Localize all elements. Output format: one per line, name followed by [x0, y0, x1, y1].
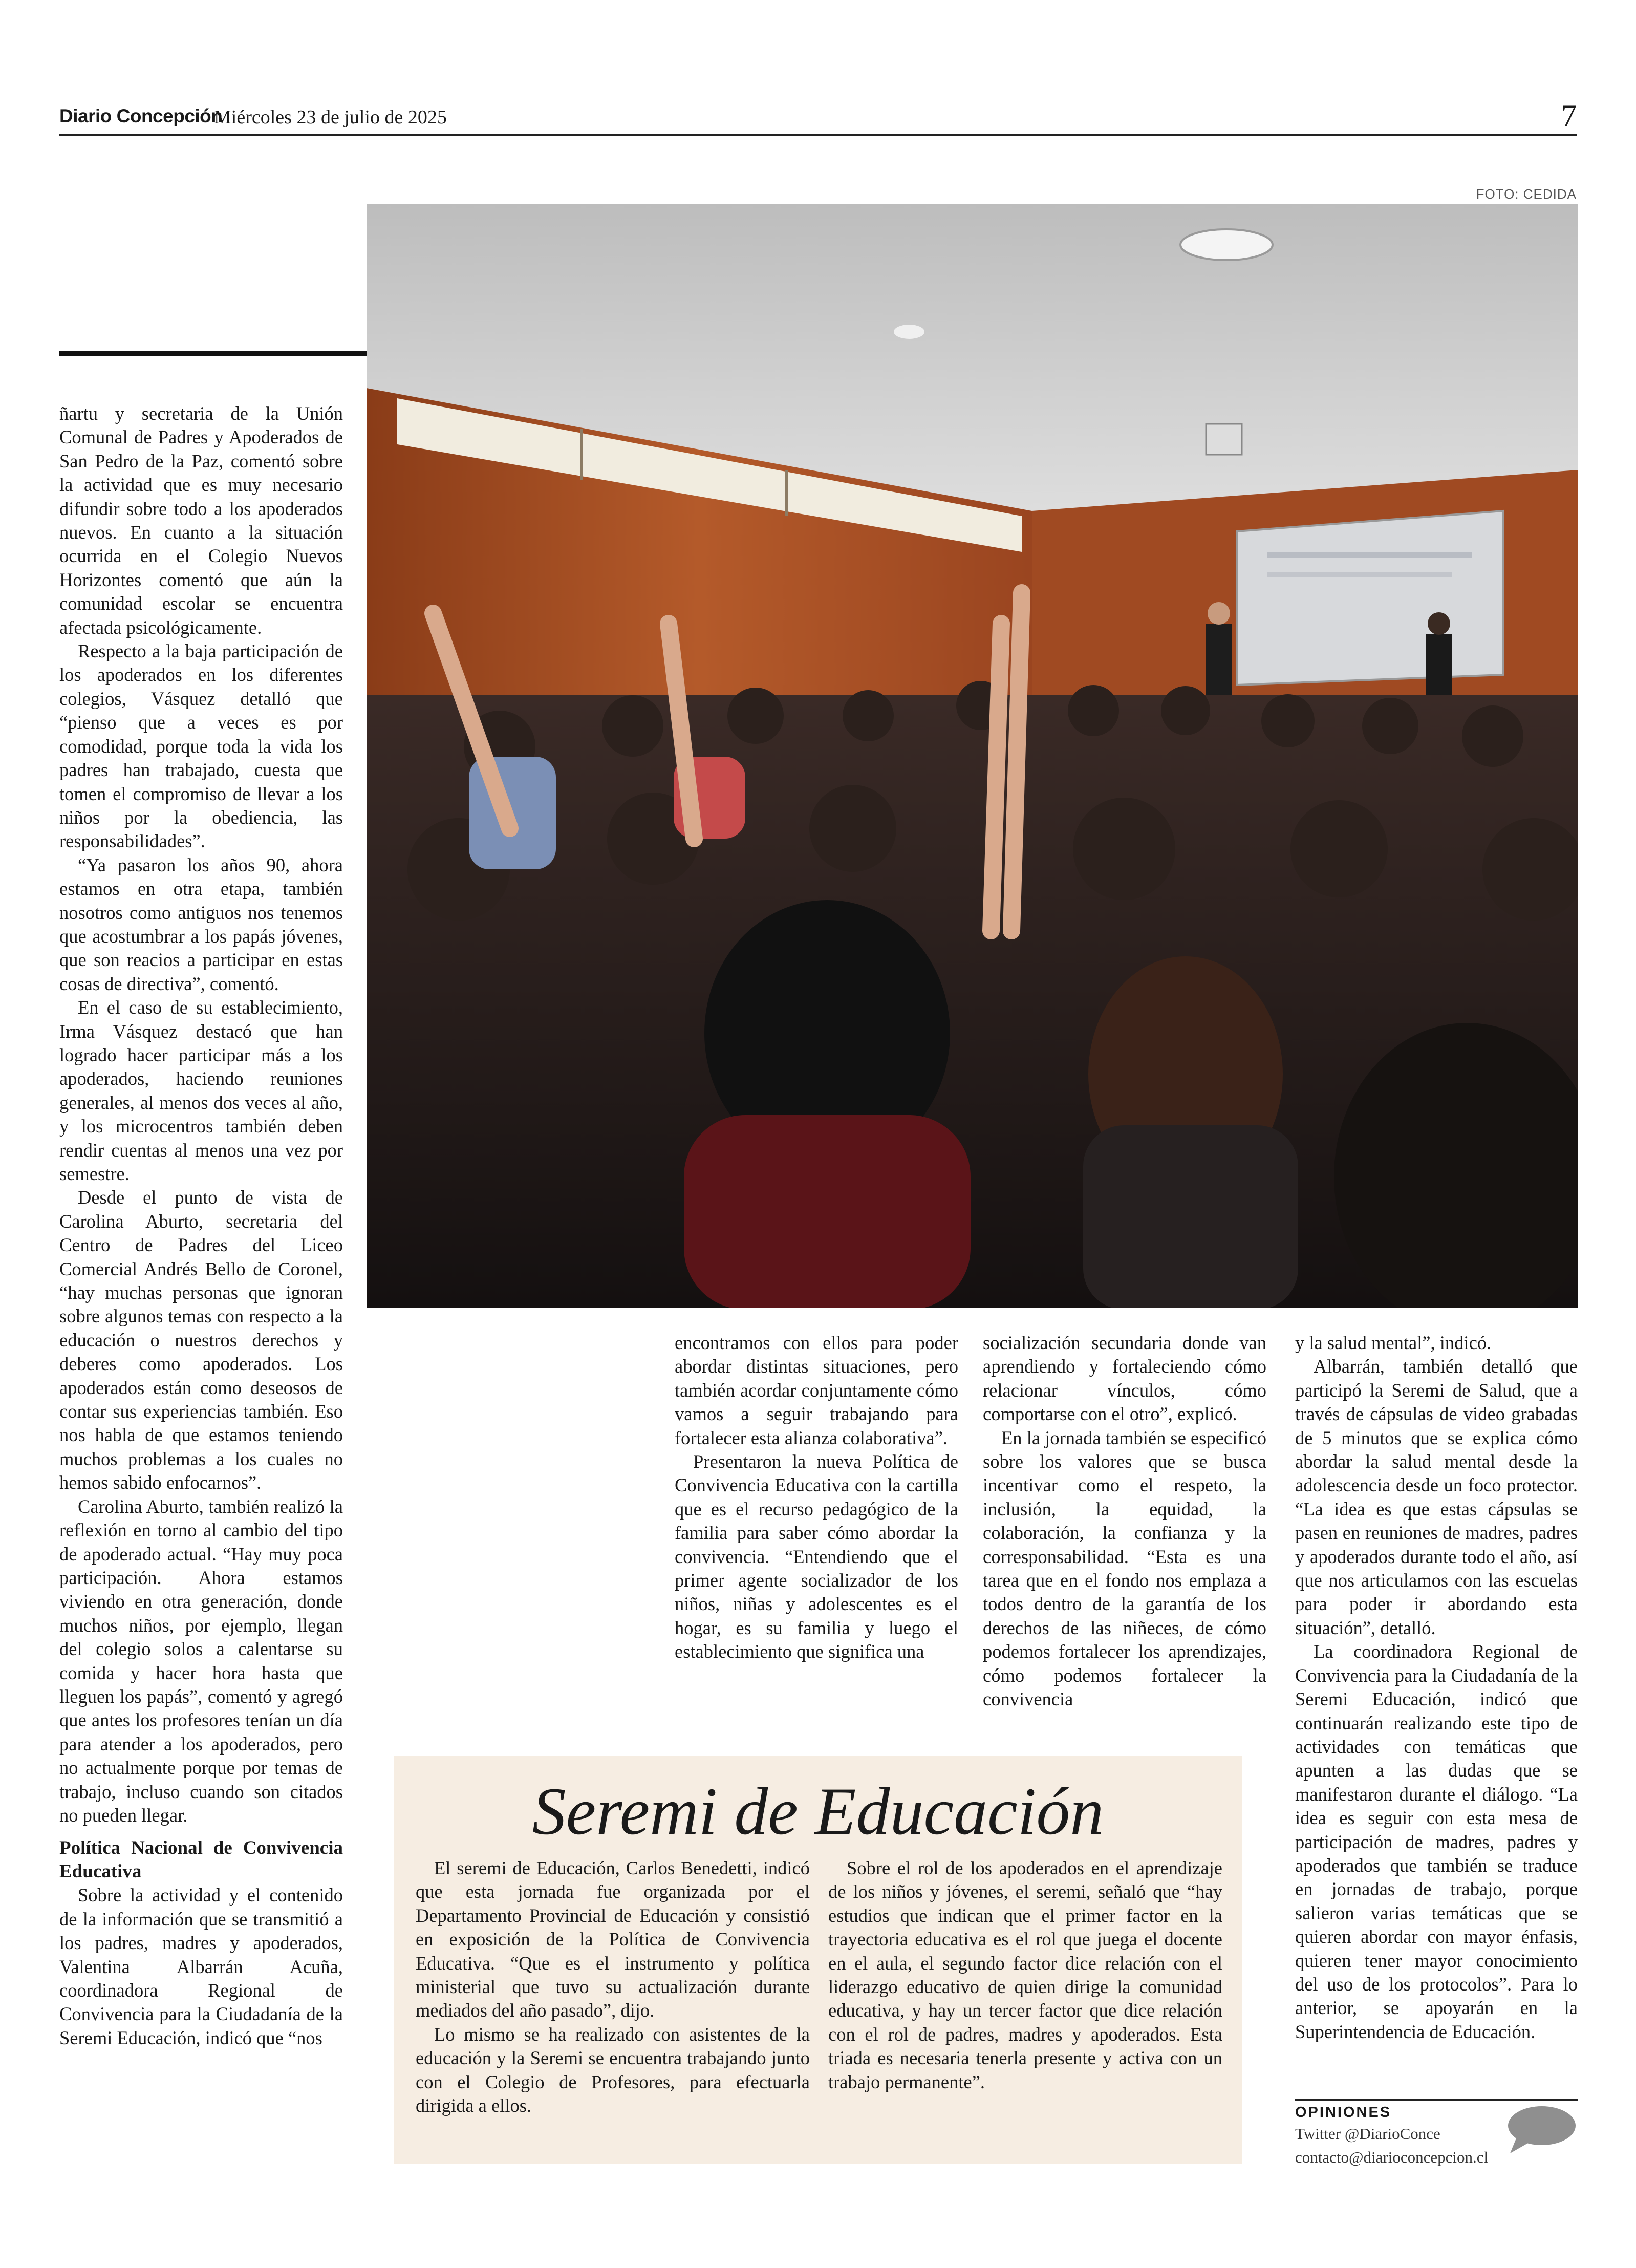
- speech-bubble-icon: [1505, 2104, 1577, 2155]
- paragraph: En la jornada también se especificó sobre los valores que se busca incentivar como el respeto, la inclusión, la equidad, la colaboración, la confianza y la corresponsabilidad. “Esta es una tarea que en el fondo nos emplaza a todos dentro de la garantía de los derechos de las niñeces, de cómo podemos fortalecer los aprendizajes, cómo podemos fortalecer la convivencia: [983, 1427, 1266, 1710]
- sidebar-title: Seremi de Educación: [532, 1773, 1104, 1849]
- photo-credit: FOTO: CEDIDA: [1476, 186, 1577, 202]
- contact-email: contacto@diarioconcepcion.cl: [1295, 2148, 1489, 2166]
- subheading: Política Nacional de Convivencia Educativa: [59, 1837, 343, 1882]
- header-rule: [59, 134, 1577, 136]
- paragraph: Desde el punto de vista de Carolina Aburto, secretaria del Centro de Padres del Liceo Comercial Andrés Bello de Coronel, “hay muchas personas que ignoran sobre algunos temas con respecto a la educación o nuestros derechos y deberes como apoderados. Los apoderados están como deseosos de contar sus experiencias también. Eso nos habla de que estamos teniendo muchos problemas a los cuales no hemos sabido enfocarnos”.: [59, 1187, 343, 1493]
- opinions-label: OPINIONES: [1295, 2104, 1392, 2121]
- article-column-3: [983, 1331, 1266, 1711]
- paragraph: Lo mismo se ha realizado con asistentes de la educación y la Seremi se encuentra trabajando junto con el Colegio de Profesores, para efectuarla dirigida a ellos.: [416, 2023, 810, 2116]
- paragraph: “Ya pasaron los años 90, ahora estamos en otra etapa, también nosotros como antiguos nos tenemos que acostumbrar a los papás jóvenes, que son reacios a participar en estas cosas de directiva”, comentó.: [59, 854, 343, 994]
- column-rule: [59, 351, 367, 356]
- sidebar-column-right: [828, 1856, 1222, 2094]
- paragraph: Sobre la actividad y el contenido de la información que se transmitió a los padres, madres y apoderados, Valentina Albarrán Acuña, coordinadora Regional de Convivencia para la Ciudadanía de la Seremi Educación, indicó que “nos: [59, 1885, 343, 2048]
- article-column-1: [59, 402, 343, 2050]
- paragraph: En el caso de su establecimiento, Irma Vásquez destacó que han logrado hacer participar más a los apoderados, haciendo reuniones generales, al menos dos veces al año, y los microcentros también deben rendir cuentas al menos una vez por semestre.: [59, 997, 343, 1184]
- paragraph: socialización secundaria donde van aprendiendo y fortaleciendo cómo relacionar vínculos, cómo comportarse con el otro”, explicó.: [983, 1332, 1266, 1425]
- article-column-4: [1295, 1331, 1578, 2044]
- paragraph: encontramos con ellos para poder abordar distintas situaciones, pero también acordar conjuntamente cómo vamos a seguir trabajando para fortalecer esta alianza colaborativa”.: [675, 1332, 958, 1448]
- paragraph: El seremi de Educación, Carlos Benedetti, indicó que esta jornada fue organizada por el Departamento Provincial de Educación y consistió en exposición de la Política de Convivencia Educativa. “Que es el instrumento y política ministerial que tuvo su actualización durante mediados del año pasado”, dijo.: [416, 1857, 810, 2021]
- paragraph: La coordinadora Regional de Convivencia para la Ciudadanía de la Seremi Educación, indicó que continuarán realizando este tipo de actividades con temáticas que apunten a las dudas que se manifestaron durante el diálogo. “La idea es seguir con esta mesa de participación de madres, padres y apoderados que también se traduce en jornadas de trabajo, porque salieron varias temáticas que se quieren abordar con mayor énfasis, quieren tener mayor conocimiento del uso de los protocolos”. Para lo anterior, se apoyarán en la Superintendencia de Educación.: [1295, 1641, 1578, 2042]
- paragraph: Carolina Aburto, también realizó la reflexión en torno al cambio del tipo de apoderado actual. “Hay muy poca participación. Ahora estamos viviendo en otra generación, donde muchos niños, por ejemplo, llegan del colegio solos a calentarse su comida y hacer hora hasta que lleguen los papás”, comentó y agregó que antes los profesores tenían un día para atender a los apoderados, pero no actualmente porque por temas de trabajo, incluso cuando son citados no pueden llegar.: [59, 1495, 343, 1826]
- twitter-handle: Twitter @DiarioConce: [1295, 2125, 1440, 2143]
- sidebar-column-left: [416, 1856, 810, 2117]
- paragraph: Albarrán, también detalló que participó la Seremi de Salud, que a través de cápsulas de video grabadas de 5 minutos que se explica cómo abordar la salud mental desde la adolescencia desde un foco protector. “La idea es que estas cápsulas se pasen en reuniones de madres, padres y apoderados durante todo el año, así que nos articulamos con las escuelas para poder ir abordando esta situación”, detalló.: [1295, 1356, 1578, 1638]
- paragraph: ñartu y secretaria de la Unión Comunal de Padres y Apoderados de San Pedro de la Paz, comentó sobre la actividad que es muy necesario difundir sobre todo a los apoderados nuevos. En cuanto a la situación ocurrida en el Colegio Nuevos Horizontes comentó que aún la comunidad escolar se encuentra afectada psicológicamente.: [59, 403, 343, 638]
- opinions-rule: [1295, 2099, 1578, 2101]
- paragraph: Respecto a la baja participación de los apoderados en los diferentes colegios, Vásquez detalló que “pienso que a veces es por comodidad, porque toda la vida los padres han trabajado, cuesta que tomen el compromiso de llevar a los niños por la obediencia, las responsabilidades”.: [59, 640, 343, 852]
- paragraph: y la salud mental”, indicó.: [1295, 1332, 1492, 1353]
- page-number: 7: [1561, 99, 1577, 133]
- paragraph: Presentaron la nueva Política de Convivencia Educativa con la cartilla que es el recurso pedagógico de la familia para saber cómo abordar la convivencia. “Entendiendo que el primer agente socializador de los niños, niñas y adolescentes es el hogar, es su familia y luego el establecimiento que significa una: [675, 1451, 958, 1662]
- article-column-2: [675, 1331, 958, 1664]
- publication-name: Diario Concepción: [59, 105, 223, 126]
- classroom-photo: [367, 204, 1578, 1308]
- issue-date: Miércoles 23 de julio de 2025: [214, 106, 447, 128]
- paragraph: Sobre el rol de los apoderados en el aprendizaje de los niños y jóvenes, el seremi, señaló que “hay estudios que indican que el primer factor en la trayectoria educativa es el rol que juega el docente en el aula, el segundo factor dice relación con el liderazgo educativo de quien dirige la comunidad educativa, y hay un tercer factor que dice relación con el rol de padres, madres y apoderados. Esta triada es necesaria tenerla presente y activa con un trabajo permanente”.: [828, 1857, 1222, 2092]
